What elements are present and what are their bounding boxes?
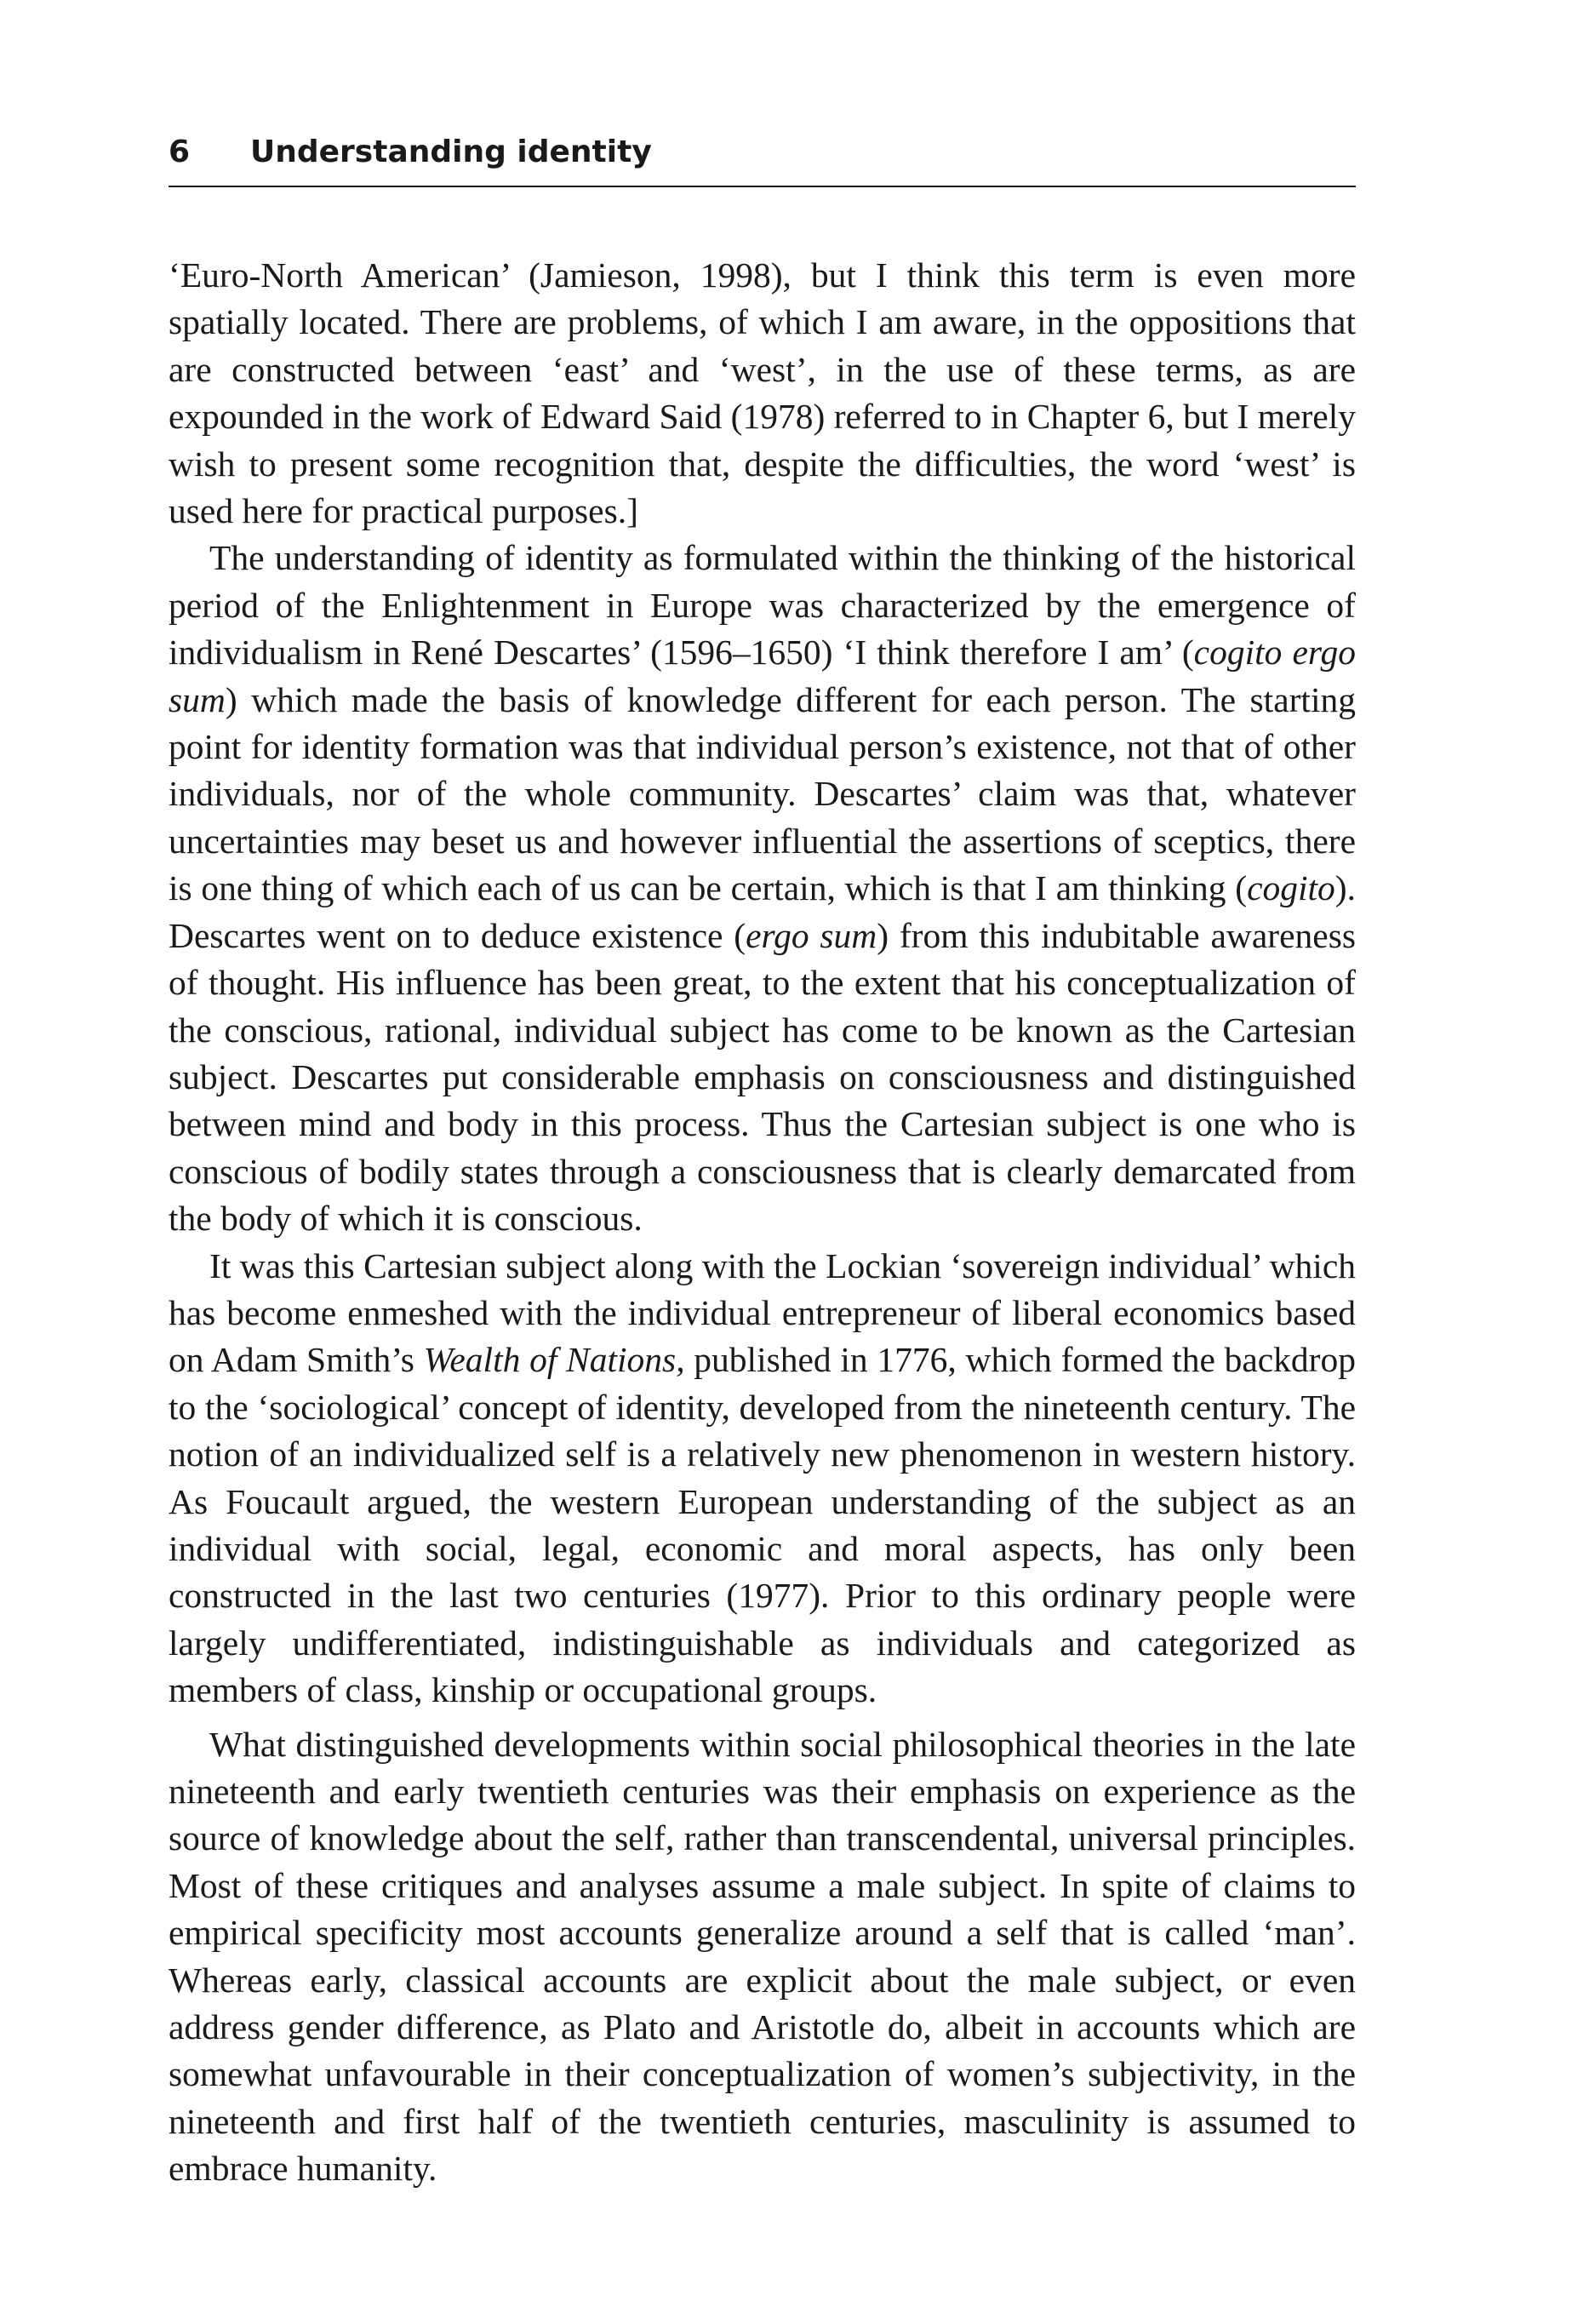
paragraph-3 (169, 1243, 1356, 1714)
paragraph-2-text-3: ). Descartes went on to deduce existence ( (169, 868, 1356, 955)
paragraph-2-text-2: ) which made the basis of knowledge different for each person. The starting point for identity formation was that individual person’s existence, not that of other individuals, nor of the whole community. Descartes’ claim was that, whatever uncertainties may beset us and however influential the assertions of sceptics, there is one thing of which each of us can be certain, which is that I am thinking ( (169, 679, 1356, 908)
page-number: 6 (169, 135, 191, 169)
header-rule (169, 186, 1356, 187)
paragraph-3-text-2: published in 1776, which formed the backdrop to the ‘sociological’ concept of identity, developed from the nineteenth century. The notion of an individualized self is a relatively new phenomenon in western history. As Foucault argued, the western European understanding of the subject as an individual with social, legal, economic and moral aspects, has only been constructed in the last two centuries (1977). Prior to this ordinary people were largely undifferentiated, indistinguishable as individuals and categorized as members of class, kinship or occupational groups. (169, 1340, 1356, 1710)
paragraph-2-italic-1: cogito ergo sum (169, 633, 1356, 719)
chapter-title: Understanding identity (250, 135, 652, 169)
paragraph-2-italic-2: cogito (1247, 868, 1335, 908)
paragraph-2 (169, 535, 1356, 1242)
paragraph-1: ‘Euro-North American’ (Jamieson, 1998), but I think this term is even more spatially located. There are problems, of which I am aware, in the oppositions that are constructed between ‘east’ and ‘west’, in the use of these terms, as are expounded in the work of Edward Said (1978) referred to in Chapter 6, but I merely wish to present some recognition that, despite the difficulties, the word ‘west’ is used here for practical purposes.] (169, 255, 1356, 531)
paragraph-2-text-1: The understanding of identity as formulated within the thinking of the historical period of the Enlightenment in Europe was characterized by the emergence of individualism in René Descartes’ (1596–1650) ‘I think therefore I am’ ( (169, 538, 1356, 673)
paragraph-2-text-4: ) from this indubitable awareness of thought. His influence has been great, to the extent that his conceptualization of the conscious, rational, individual subject has come to be known as the Cartesian subject. Descartes put considerable emphasis on consciousness and distinguished between mind and body in this process. Thus the Cartesian subject is one who is conscious of bodily states through a consciousness that is clearly demarcated from the body of which it is conscious. (169, 915, 1356, 1239)
paragraph-2-italic-3: ergo sum (746, 915, 877, 955)
running-head (169, 128, 1356, 177)
body-text (169, 252, 1356, 2193)
paragraph-3-text-1: It was this Cartesian subject along with the Lockian ‘sovereign individual’ which has become enmeshed with the individual entrepreneur of liberal economics based on Adam Smith’s (169, 1245, 1356, 1380)
paragraph-4: What distinguished developments within social philosophical theories in the late nineteenth and early twentieth centuries was their emphasis on experience as the source of knowledge about the self, rather than transcendental, universal principles. Most of these critiques and analyses assume a male subject. In spite of claims to empirical specificity most accounts generalize around a self that is called ‘man’. Whereas early, classical accounts are explicit about the male subject, or even address gender difference, as Plato and Aristotle do, albeit in accounts which are somewhat unfavourable in their conceptualization of women’s subjectivity, in the nineteenth and first half of the twentieth centuries, masculinity is assumed to embrace humanity. (169, 1724, 1356, 2189)
paragraph-3-italic-1: Wealth of Nations, (423, 1340, 685, 1380)
